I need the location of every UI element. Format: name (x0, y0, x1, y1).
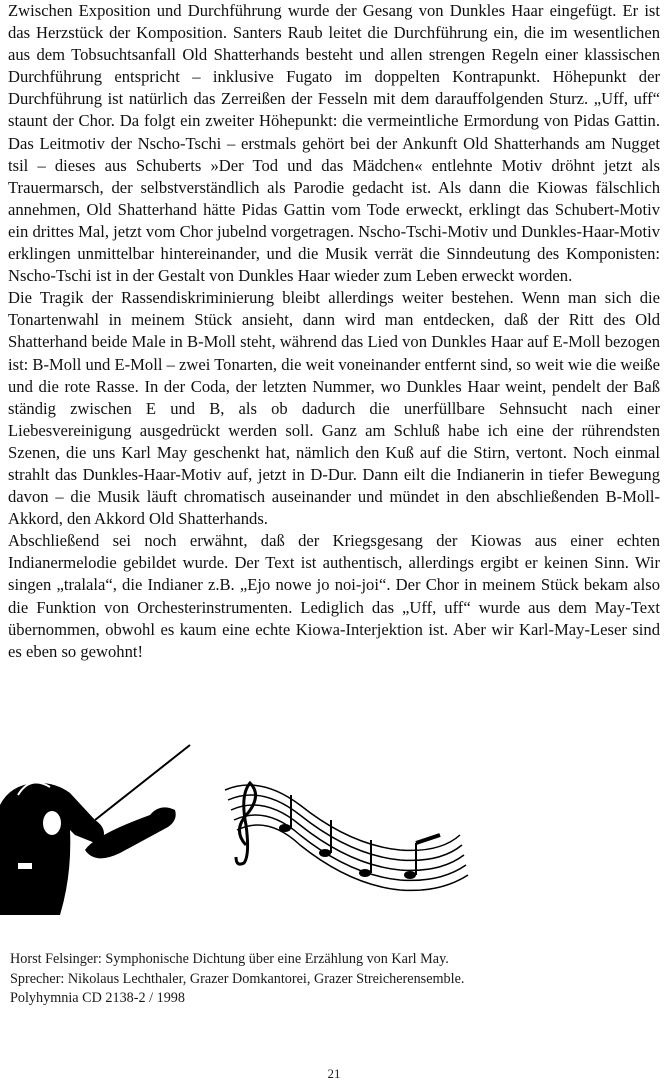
music-staff-treble-clef-icon (225, 783, 468, 890)
caption-line-1: Horst Felsinger: Symphonische Dichtung über eine Erzählung von Karl May. (10, 951, 449, 967)
page-number: 21 (327, 1066, 341, 1081)
conductor-silhouette-icon (0, 745, 190, 915)
caption-line-3: Polyhymnia CD 2138-2 / 1998 (10, 990, 185, 1006)
caption-line-2: Sprecher: Nikolaus Lechthaler, Grazer Domkantorei, Grazer Streicherensemble. (10, 970, 465, 987)
body-text (8, 0, 660, 663)
paragraph-1: Zwischen Exposition und Durchführung wurde der Gesang von Dunkles Haar eingefügt. Er ist das Herzstück der Komposition. Santers Raub leitet die Durchführung ein, die im wesentlichen aus dem Tobsuchtsanfall Old Shatterhands besteht und allen strengen Regeln einer klassischen Durchführung entspricht – inklusive Fugato im doppelten Kontrapunkt. Höhepunkt der Durchführung ist natürlich das Zerreißen der Fesseln mit dem darauffolgenden Sturz. „Uff, uff“ staunt der Chor. Da folgt ein zweiter Höhepunkt: die vermeintliche Ermordung von Pidas Gattin. Das Leitmotiv der Nscho-Tschi – erstmals gehört bei der Ankunft Old Shatterhands am Nugget tsil – dieses aus Schuberts »Der Tod und das Mädchen« entlehnte Motiv dröhnt jetzt als Trauermarsch, der selbstverständlich als Parodie gedacht ist. Als dann die Kiowas fälschlich annehmen, Old Shatterhand hätte Pidas Gattin vom Tode erweckt, erklingt das Schubert-Motiv ein drittes Mal, jetzt vom Chor jubelnd vorgetragen. Nscho-Tschi-Motiv und Dunkles-Haar-Motiv erklingen unmittelbar hintereinander, und die Musik verrät die Sinndeutung des Komponisten: Nscho-Tschi ist in der Gestalt von Dunkles Haar wieder zum Leben erweckt worden. (8, 1, 660, 286)
paragraph-2: Die Tragik der Rassendiskriminierung bleibt allerdings weiter bestehen. Wenn man sich die Tonartenwahl in meinem Stück ansieht, dann wird man entdecken, daß der Ritt des Old Shatterhand beide Male in B-Moll steht, während das Lied von Dunkles Haar auf E-Moll bezogen ist: B-Moll und E-Moll – zwei Tonarten, die weit voneinander entfernt sind, so weit wie die weiße und die rote Rasse. In der Coda, der letzten Nummer, wo Dunkles Haar weint, pendelt der Baß ständig zwischen E und B, als ob dadurch die unerfüllbare Sehnsucht nach einer Liebesvereinigung ausgedrückt werden soll. Ganz am Schluß habe ich eine der rührendsten Szenen, die uns Karl May geschenkt hat, nämlich den Kuß auf die Stirn, vertont. Noch einmal strahlt das Dunkles-Haar-Motiv auf, jetzt in D-Dur. Dann eilt die Indianerin in tiefer Bewegung davon – die Musik läuft chromatisch auseinander und mündet in den abschließenden B-Moll-Akkord, den Akkord Old Shatterhands. (8, 288, 660, 529)
credits-caption (10, 950, 610, 1009)
illustration (0, 735, 668, 935)
paragraph-3: Abschließend sei noch erwähnt, daß der Kriegsgesang der Kiowas aus einer echten Indianermelodie gebildet wurde. Der Text ist authentisch, allerdings ergibt er keinen Sinn. Wir singen „tralala“, die Indianer z.B. „Ejo nowe jo noi-joi“. Der Chor in meinem Stück bekam also die Funktion von Orchesterinstrumenten. Lediglich das „Uff, uff“ wurde aus dem May-Text übernommen, obwohl es kaum eine echte Kiowa-Interjektion ist. Aber wir Karl-May-Leser sind es eben so gewohnt! (8, 531, 660, 661)
